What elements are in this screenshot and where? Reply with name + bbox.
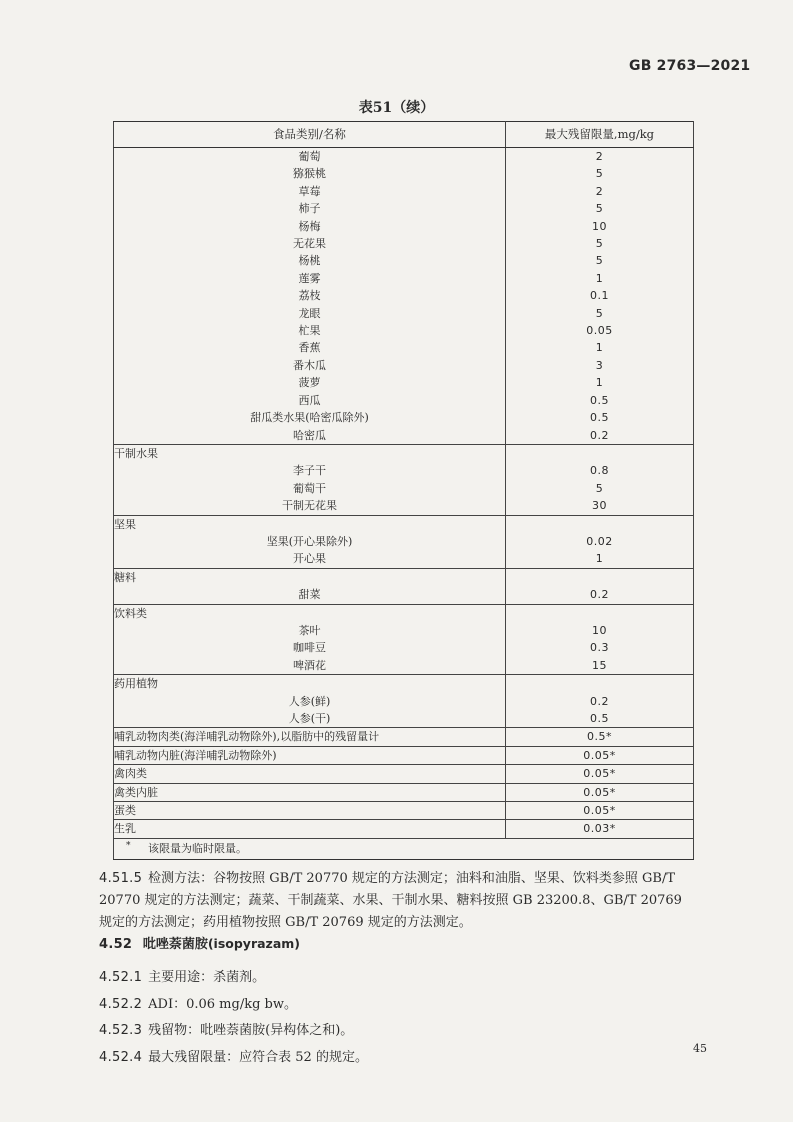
mrl-value-cell: 1 — [506, 374, 694, 391]
mrl-value-cell — [506, 515, 694, 533]
table-row — [114, 462, 694, 479]
mrl-value-cell — [506, 568, 694, 586]
table-row — [114, 148, 694, 166]
mrl-value-cell: 2 — [506, 183, 694, 200]
table-row — [114, 427, 694, 445]
table-row — [114, 392, 694, 409]
table-row — [114, 270, 694, 287]
food-name-cell: 番木瓜 — [114, 357, 506, 374]
food-name-cell: 李子干 — [114, 462, 506, 479]
mrl-value-cell: 0.05* — [506, 765, 694, 783]
table-row — [114, 639, 694, 656]
mrl-value-cell: 0.5 — [506, 409, 694, 426]
mrl-value-cell: 0.3 — [506, 639, 694, 656]
food-name-cell: 茶叶 — [114, 622, 506, 639]
mrl-value-cell: 0.2 — [506, 427, 694, 445]
table-footnote-row — [114, 838, 694, 859]
food-name-cell: 人参(鲜) — [114, 693, 506, 710]
table-row — [114, 339, 694, 356]
mrl-value-cell: 10 — [506, 622, 694, 639]
food-name-cell: 生乳 — [114, 820, 506, 838]
table-header-row — [114, 122, 694, 148]
mrl-value-cell: 1 — [506, 339, 694, 356]
table-row — [114, 218, 694, 235]
section-text: 主要用途：杀菌剂。 — [148, 970, 266, 985]
food-name-cell: 草莓 — [114, 183, 506, 200]
section-4-52-3 — [99, 1019, 353, 1038]
food-name-cell: 无花果 — [114, 235, 506, 252]
food-name-cell: 柿子 — [114, 200, 506, 217]
food-name-cell: 坚果(开心果除外) — [114, 533, 506, 550]
mrl-value-cell: 0.5 — [506, 392, 694, 409]
mrl-value-cell: 0.05* — [506, 746, 694, 764]
food-name-cell: 杨桃 — [114, 252, 506, 269]
mrl-value-cell: 15 — [506, 657, 694, 675]
food-name-cell: 猕猴桃 — [114, 165, 506, 182]
section-4-52-4 — [99, 1046, 368, 1065]
food-name-cell: 荔枝 — [114, 287, 506, 304]
table-row — [114, 409, 694, 426]
food-name-cell: 干制水果 — [114, 444, 506, 462]
section-title-cn: 吡唑萘菌胺 — [142, 937, 208, 952]
mrl-value-cell: 1 — [506, 550, 694, 568]
section-4-52-1 — [99, 966, 265, 985]
table-row — [114, 675, 694, 693]
food-name-cell: 龙眼 — [114, 305, 506, 322]
table-row — [114, 657, 694, 675]
table-row — [114, 746, 694, 764]
mrl-value-cell: 5 — [506, 235, 694, 252]
food-name-cell: 葡萄 — [114, 148, 506, 166]
table-row — [114, 287, 694, 304]
section-number: 4.52.2 — [99, 997, 143, 1012]
section-number: 4.52.1 — [99, 970, 143, 985]
mrl-value-cell: 5 — [506, 165, 694, 182]
table-row — [114, 357, 694, 374]
mrl-value-cell: 3 — [506, 357, 694, 374]
table-row — [114, 183, 694, 200]
mrl-value-cell — [506, 444, 694, 462]
mrl-value-cell: 0.5 — [506, 710, 694, 728]
table-row — [114, 802, 694, 820]
section-heading-4-52 — [99, 933, 300, 952]
section-4-52-2 — [99, 993, 297, 1012]
standard-number: GB 2763—2021 — [629, 58, 751, 74]
table-row — [114, 820, 694, 838]
section-number: 4.52.3 — [99, 1023, 143, 1038]
mrl-value-cell: 0.2 — [506, 693, 694, 710]
table-caption: 表51（续） — [358, 100, 435, 116]
mrl-value-cell: 0.1 — [506, 287, 694, 304]
food-name-cell: 干制无花果 — [114, 497, 506, 515]
food-name-cell: 人参(干) — [114, 710, 506, 728]
mrl-value-cell: 0.05* — [506, 802, 694, 820]
food-name-cell: 杨梅 — [114, 218, 506, 235]
mrl-value-cell: 0.2 — [506, 586, 694, 604]
mrl-value-cell: 1 — [506, 270, 694, 287]
table-row — [114, 515, 694, 533]
food-name-cell: 香蕉 — [114, 339, 506, 356]
food-name-cell: 葡萄干 — [114, 480, 506, 497]
food-name-cell: 禽肉类 — [114, 765, 506, 783]
table-row — [114, 374, 694, 391]
food-name-cell: 糖料 — [114, 568, 506, 586]
table-row — [114, 604, 694, 622]
table-row — [114, 165, 694, 182]
table-row — [114, 480, 694, 497]
section-title-en: (isopyrazam) — [207, 936, 300, 951]
food-name-cell: 蛋类 — [114, 802, 506, 820]
table-row — [114, 568, 694, 586]
table-row — [114, 710, 694, 728]
food-name-cell: 啤酒花 — [114, 657, 506, 675]
column-header-food: 食品类别/名称 — [114, 122, 506, 148]
section-text: 残留物：吡唑萘菌胺(异构体之和)。 — [148, 1023, 354, 1038]
table-row — [114, 497, 694, 515]
table-row — [114, 765, 694, 783]
table-body — [114, 148, 694, 860]
food-name-cell: 哺乳动物肉类(海洋哺乳动物除外),以脂肪中的残留量计 — [114, 728, 506, 746]
food-name-cell: 开心果 — [114, 550, 506, 568]
mrl-value-cell: 0.05* — [506, 783, 694, 801]
section-text: 最大残留限量：应符合表 52 的规定。 — [148, 1050, 368, 1065]
mrl-value-cell: 5 — [506, 305, 694, 322]
food-name-cell: 哺乳动物内脏(海洋哺乳动物除外) — [114, 746, 506, 764]
footnote-mark: * — [126, 840, 131, 851]
section-4-51-5 — [99, 868, 699, 934]
page-number: 45 — [693, 1042, 707, 1055]
mrl-value-cell: 0.03* — [506, 820, 694, 838]
mrl-value-cell: 0.05 — [506, 322, 694, 339]
section-number: 4.51.5 — [99, 871, 143, 886]
mrl-value-cell: 2 — [506, 148, 694, 166]
food-name-cell: 哈密瓜 — [114, 427, 506, 445]
mrl-value-cell: 10 — [506, 218, 694, 235]
food-name-cell: 西瓜 — [114, 392, 506, 409]
mrl-value-cell: 5 — [506, 252, 694, 269]
food-name-cell: 禽类内脏 — [114, 783, 506, 801]
table-row — [114, 550, 694, 568]
table-row — [114, 533, 694, 550]
food-name-cell: 甜菜 — [114, 586, 506, 604]
food-name-cell: 咖啡豆 — [114, 639, 506, 656]
section-text: 检测方法：谷物按照 GB/T 20770 规定的方法测定；油料和油脂、坚果、饮料类参照 GB/T 20770 规定的方法测定；蔬菜、干制蔬菜、水果、干制水果、糖料按照 GB 23200.8、GB/T 20769 规定的方法测定；药用植物按照 GB/T 20769 规定的方法测定。 — [99, 871, 682, 930]
section-number: 4.52.4 — [99, 1050, 143, 1065]
food-name-cell: 菠萝 — [114, 374, 506, 391]
table-row — [114, 728, 694, 746]
food-name-cell: 甜瓜类水果(哈密瓜除外) — [114, 409, 506, 426]
column-header-mrl: 最大残留限量,mg/kg — [506, 122, 694, 148]
table-row — [114, 586, 694, 604]
mrl-value-cell: 30 — [506, 497, 694, 515]
table-row — [114, 252, 694, 269]
mrl-value-cell: 0.8 — [506, 462, 694, 479]
mrl-value-cell: 5 — [506, 480, 694, 497]
mrl-value-cell — [506, 604, 694, 622]
table-row — [114, 444, 694, 462]
table-row — [114, 783, 694, 801]
table-row — [114, 305, 694, 322]
food-name-cell: 药用植物 — [114, 675, 506, 693]
mrl-value-cell: 5 — [506, 200, 694, 217]
section-text: ADI：0.06 mg/kg bw。 — [148, 997, 297, 1012]
table-row — [114, 200, 694, 217]
mrl-value-cell: 0.02 — [506, 533, 694, 550]
footnote-text: 该限量为临时限量。 — [148, 841, 247, 855]
mrl-value-cell: 0.5* — [506, 728, 694, 746]
mrl-table — [113, 121, 694, 860]
table-footnote — [114, 838, 694, 859]
table-row — [114, 693, 694, 710]
food-name-cell: 莲雾 — [114, 270, 506, 287]
food-name-cell: 杧果 — [114, 322, 506, 339]
table-row — [114, 235, 694, 252]
section-number: 4.52 — [99, 937, 133, 952]
table-row — [114, 322, 694, 339]
food-name-cell: 坚果 — [114, 515, 506, 533]
mrl-value-cell — [506, 675, 694, 693]
food-name-cell: 饮料类 — [114, 604, 506, 622]
table-row — [114, 622, 694, 639]
